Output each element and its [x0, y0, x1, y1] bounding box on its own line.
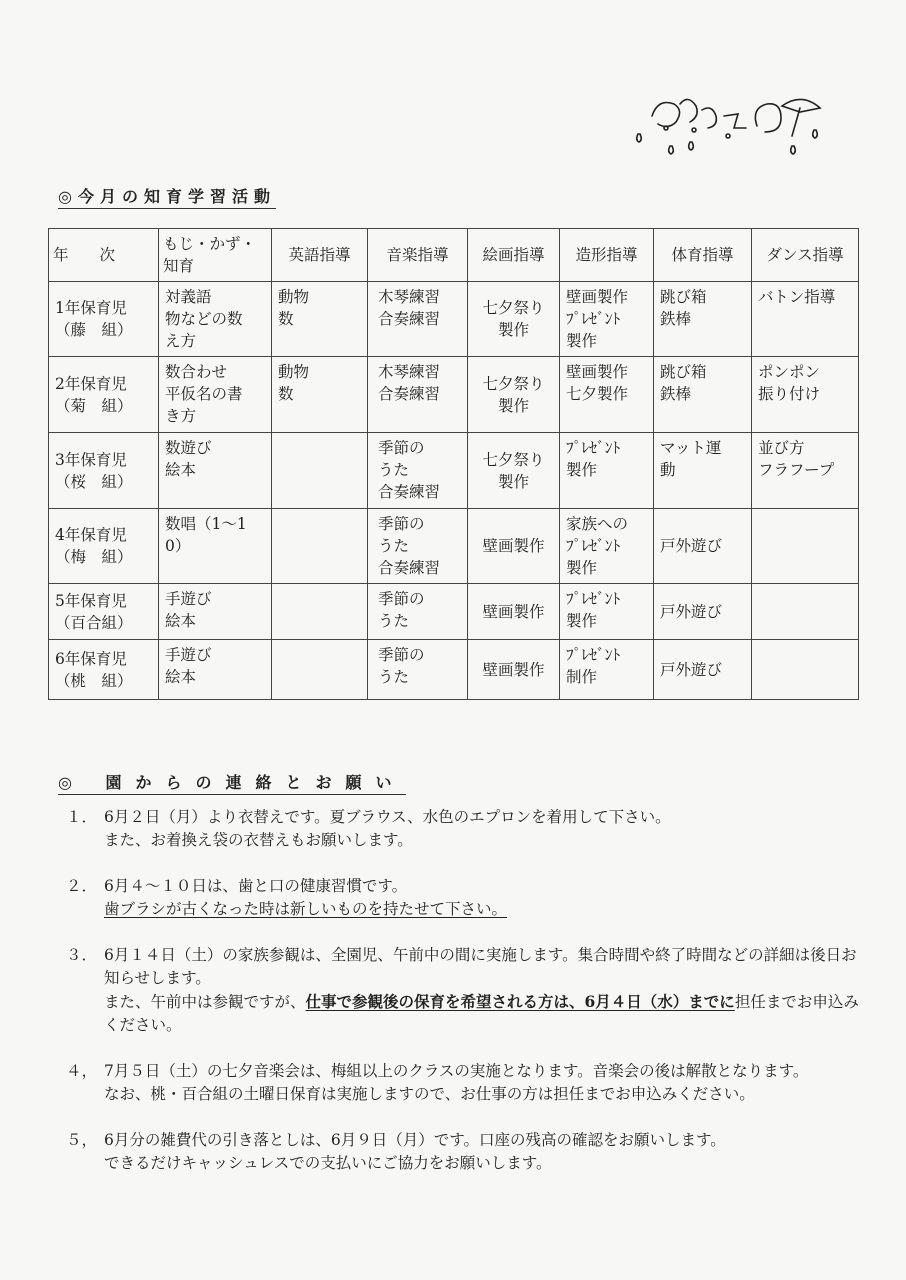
table-cell: 季節の うた 合奏練習 — [368, 509, 468, 584]
header-dance: ダンス指導 — [752, 229, 859, 282]
notice-number: ２． — [66, 877, 98, 895]
table-cell: 数唱（1～1 0） — [159, 509, 272, 584]
notice-number: １． — [66, 808, 98, 826]
header-english: 英語指導 — [272, 229, 368, 282]
table-cell: ﾌﾟﾚｾﾞﾝﾄ 製作 — [560, 433, 654, 509]
class-cell: 4年保育児 （梅 組） — [49, 509, 159, 584]
table-cell — [272, 433, 368, 509]
notice-line: 7月５日（土）の七夕音楽会は、梅組以上のクラスの実施となります。音楽会の後は解散となります。 — [104, 1062, 809, 1080]
notice-item — [66, 1060, 866, 1106]
table-cell: ポンポン 振り付け — [752, 357, 859, 433]
notice-line: 6月１４日（土）の家族参観は、全園児、午前中の間に実施します。集合時間や終了時間などの詳細は後日お知らせします。 — [104, 946, 857, 987]
notice-item — [66, 1129, 866, 1175]
table-cell: 対義語 物などの数 え方 — [159, 282, 272, 357]
table-cell: 動物 数 — [272, 282, 368, 357]
notice-text: また、午前中は参観ですが、 — [104, 993, 306, 1011]
header-music: 音楽指導 — [368, 229, 468, 282]
table-row — [49, 584, 859, 640]
notice-item — [66, 806, 866, 852]
table-cell: 跳び箱 鉄棒 — [654, 282, 752, 357]
table-cell: ﾌﾟﾚｾﾞﾝﾄ 製作 — [560, 584, 654, 640]
notices-list — [66, 806, 866, 1198]
notice-emphasis: 仕事で参観後の保育を希望される方は、6月４日（水）までに — [305, 992, 735, 1011]
class-cell: 2年保育児 （菊 組） — [49, 357, 159, 433]
notice-line: また、お着換え袋の衣替えもお願いします。 — [104, 831, 413, 849]
table-cell: 手遊び 絵本 — [159, 640, 272, 700]
table-cell: マット運 動 — [654, 433, 752, 509]
table-cell: 動物 数 — [272, 357, 368, 433]
table-cell: 壁画製作 — [468, 509, 560, 584]
table-cell: 七夕祭り 製作 — [468, 433, 560, 509]
notice-text: 担任までお申込みください。 — [104, 993, 859, 1034]
table-header-row — [49, 229, 859, 282]
table-cell: バトン指導 — [752, 282, 859, 357]
table-row — [49, 509, 859, 584]
notice-line: 6月２日（月）より衣替えです。夏ブラウス、水色のエプロンを着用して下さい。 — [104, 808, 671, 826]
header-letters-numbers: もじ・かず・ 知育 — [159, 229, 272, 282]
table-cell: 跳び箱 鉄棒 — [654, 357, 752, 433]
notices-section-title: ◎ 園からの連絡とお願い — [58, 770, 406, 795]
table-cell: 戸外遊び — [654, 584, 752, 640]
notice-underlined-line: 歯ブラシが古くなった時は新しいものを持たせて下さい。 — [104, 900, 508, 918]
table-cell: 七夕祭り 製作 — [468, 282, 560, 357]
class-cell: 6年保育児 （桃 組） — [49, 640, 159, 700]
class-cell: 1年保育児 （藤 組） — [49, 282, 159, 357]
class-cell: 3年保育児 （桜 組） — [49, 433, 159, 509]
header-year: 年 次 — [49, 229, 159, 282]
notice-line: 6月分の雑費代の引き落としは、6月９日（月）です。口座の残高の確認をお願いします。 — [104, 1131, 726, 1149]
table-row — [49, 640, 859, 700]
table-cell: 壁画製作 — [468, 584, 560, 640]
table-cell: 壁画製作 ﾌﾟﾚｾﾞﾝﾄ 製作 — [560, 282, 654, 357]
header-crafts: 造形指導 — [560, 229, 654, 282]
activities-section-title: ◎今月の知育学習活動 — [58, 184, 276, 209]
table-row — [49, 357, 859, 433]
rain-umbrella-illustration — [632, 86, 832, 158]
notice-item — [66, 944, 866, 1037]
table-row — [49, 282, 859, 357]
notice-number: ３． — [66, 946, 98, 964]
table-cell — [272, 509, 368, 584]
table-cell: 並び方 フラフープ — [752, 433, 859, 509]
table-row — [49, 433, 859, 509]
notice-number: ５， — [66, 1131, 98, 1149]
table-cell: 数遊び 絵本 — [159, 433, 272, 509]
table-cell: 家族への ﾌﾟﾚｾﾞﾝﾄ 製作 — [560, 509, 654, 584]
table-cell — [272, 584, 368, 640]
header-painting: 絵画指導 — [468, 229, 560, 282]
table-cell: 戸外遊び — [654, 640, 752, 700]
notice-line: 6月４～１０日は、歯と口の健康習慣です。 — [104, 877, 408, 895]
table-cell: 木琴練習 合奏練習 — [368, 357, 468, 433]
table-cell: 季節の うた — [368, 584, 468, 640]
table-cell — [752, 509, 859, 584]
learning-activities-table — [48, 228, 859, 700]
table-cell: 壁画製作 — [468, 640, 560, 700]
table-cell: 七夕祭り 製作 — [468, 357, 560, 433]
notice-line: できるだけキャッシュレスでの支払いにご協力をお願いします。 — [104, 1154, 552, 1172]
class-cell: 5年保育児 （百合組） — [49, 584, 159, 640]
table-cell: 壁画製作 七夕製作 — [560, 357, 654, 433]
header-pe: 体育指導 — [654, 229, 752, 282]
notice-number: ４， — [66, 1062, 98, 1080]
table-cell: 戸外遊び — [654, 509, 752, 584]
notice-line: なお、桃・百合組の土曜日保育は実施しますので、お仕事の方は担任までお申込みください。 — [104, 1085, 755, 1103]
table-cell: 手遊び 絵本 — [159, 584, 272, 640]
table-cell: 季節の うた — [368, 640, 468, 700]
table-cell — [752, 640, 859, 700]
table-cell: 木琴練習 合奏練習 — [368, 282, 468, 357]
table-cell: 季節の うた 合奏練習 — [368, 433, 468, 509]
table-cell — [752, 584, 859, 640]
table-cell: ﾌﾟﾚｾﾞﾝﾄ 制作 — [560, 640, 654, 700]
table-cell: 数合わせ 平仮名の書 き方 — [159, 357, 272, 433]
table-cell — [272, 640, 368, 700]
notice-item — [66, 875, 866, 921]
